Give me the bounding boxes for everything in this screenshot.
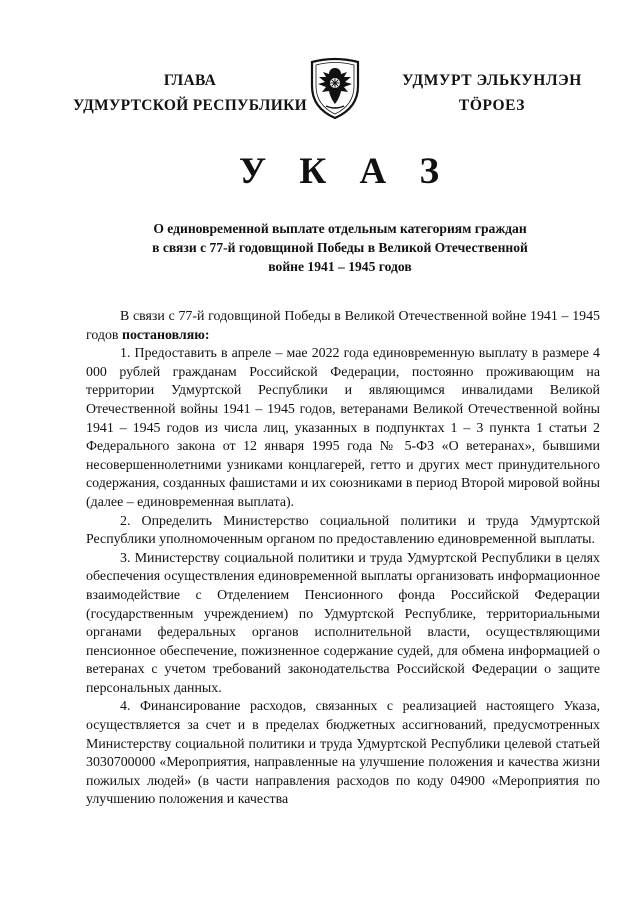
coat-of-arms-icon <box>306 56 364 120</box>
paragraph-4: 4. Финансирование расходов, связанных с реализацией настоящего Указа, осуществляется за счет и в пределах бюджетных ассигнований, предусмотренных Министерству социальной политики и труда Удмуртской Республики целевой статьей 3030700000 «Мероприятия, направленные на улучшение положения и качества жизни пожилых людей» (в части направления расходов по коду 04900 «Мероприятия по улучшению положения и качества <box>86 699 600 808</box>
header-left-line1: ГЛАВА <box>163 72 217 89</box>
subject-line1: О единовременной выплате отдельным категориям граждан <box>153 221 527 236</box>
paragraph-3: 3. Министерству социальной политики и труда Удмуртской Республики в целях обеспечения осуществления единовременной выплаты организовать информационное взаимодействие с Отделением Пенсионного фонда Российской Федерации (государственным учреждением) по Удмуртской Республике, территориальными органами федеральных органов исполнительной власти, осуществляющими пенсионное обеспечение, пожизненное содержание судей, для обмена информацией о ветеранах с учетом требований законодательства Российской Федерации о защите персональных данных. <box>86 550 600 696</box>
document-subject <box>120 219 560 276</box>
intro-decree-word: постановляю: <box>121 327 210 343</box>
document-body <box>86 308 600 810</box>
subject-line2: в связи с 77-й годовщиной Победы в Великой Отечественной <box>152 240 528 255</box>
header-right-udm <box>392 68 592 118</box>
paragraph-1: 1. Предоставить в апреле – мае 2022 года единовременную выплату в размере 4 000 рублей гражданам Российской Федерации, постоянно проживающим на территории Удмуртской Республики и являющимся инвалидами Великой Отечественной войны 1941 – 1945 годов, ветеранами Великой Отечественной войны 1941 – 1945 годов из числа лиц, указанных в подпунктах 1 – 3 пункта 1 статьи 2 Федерального закона от 12 января 1995 года № 5-ФЗ «О ветеранах», бывшими несовершеннолетними узниками концлагерей, гетто и других мест принудительного содержания, созданных фашистами и их союзниками в период Второй мировой войны (далее – единовременная выплата). <box>86 346 600 510</box>
intro-text: В связи с 77-й годовщиной Победы в Великой Отечественной войне 1941 – 1945 годов <box>86 309 600 343</box>
subject-line3: войне 1941 – 1945 годов <box>268 259 412 274</box>
document-title: У К А З <box>239 151 451 192</box>
header-left-line2: УДМУРТСКОЙ РЕСПУБЛИКИ <box>72 97 307 114</box>
header-right-line2: ТӦРОЕЗ <box>458 97 526 114</box>
header-left-ru <box>60 68 320 118</box>
paragraph-2: 2. Определить Министерство социальной политики и труда Удмуртской Республики уполномоченным органом по предоставлению единовременной выплаты. <box>86 513 600 548</box>
header-right-line1: УДМУРТ ЭЛЬКУНЛЭН <box>402 72 582 89</box>
paragraph-intro <box>86 308 600 345</box>
